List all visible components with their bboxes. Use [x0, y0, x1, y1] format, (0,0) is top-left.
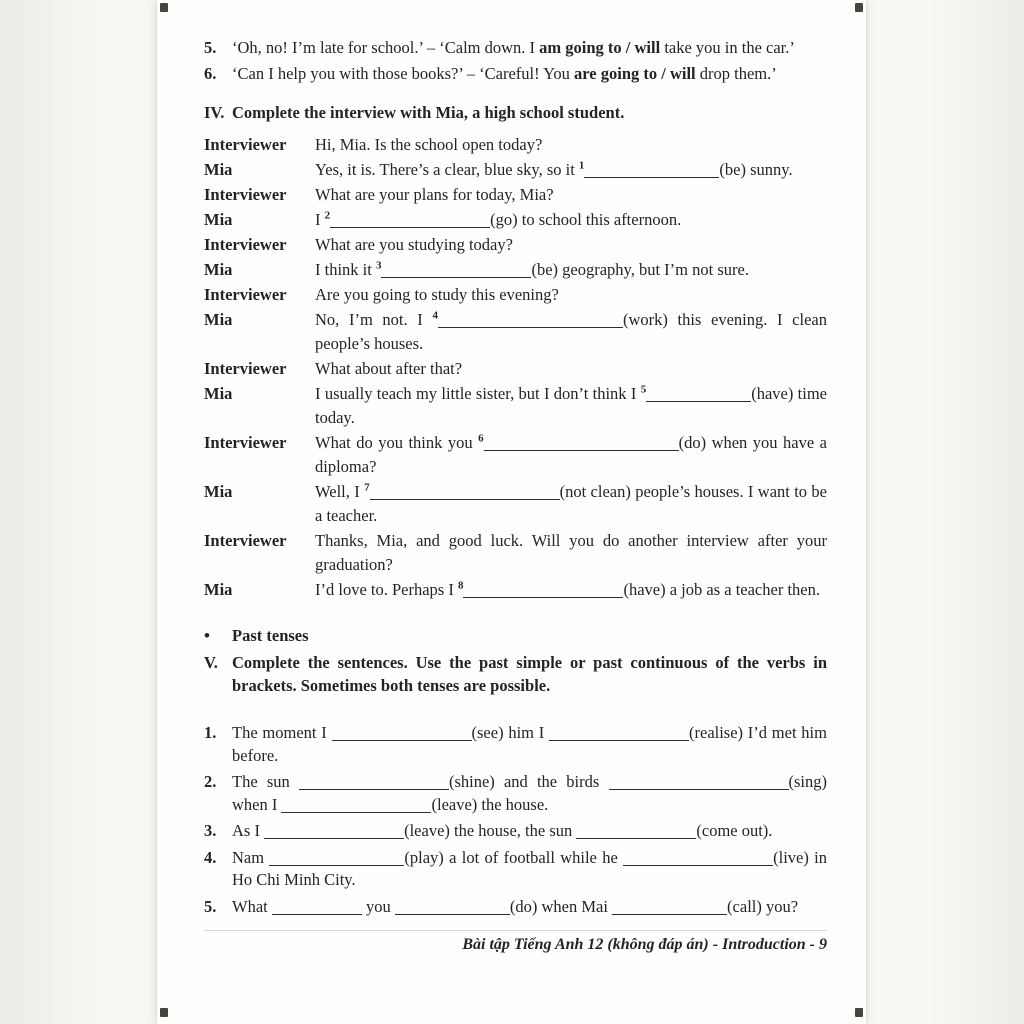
corner-mark: [855, 3, 863, 12]
item-number: 2.: [204, 772, 217, 791]
answer-blank: [370, 486, 560, 500]
text-run: The moment I: [232, 723, 332, 742]
dialogue-row: [204, 183, 827, 207]
answer-blank: [299, 776, 449, 790]
item-text: [232, 722, 827, 767]
text-run: I’d love to. Perhaps I: [315, 580, 458, 599]
item-text: [232, 36, 827, 59]
blank-number: 5: [640, 383, 647, 396]
blank-number: 8: [457, 579, 464, 592]
book-page: [157, 0, 866, 1024]
exercise-iii-items: [204, 36, 827, 85]
answer-blank: [269, 852, 404, 866]
answer-blank: [330, 214, 490, 228]
past-tenses-label: Past tenses: [232, 626, 309, 645]
text-run: (live) in Ho Chi Minh City.: [232, 847, 827, 889]
text-run: What are you studying today?: [315, 235, 513, 254]
item-text: [232, 820, 827, 843]
dialogue-text: [315, 431, 827, 479]
corner-mark: [855, 1008, 863, 1017]
speaker-label: Mia: [204, 260, 233, 279]
text-run: ‘Oh, no! I’m late for school.’ – ‘Calm down. I: [232, 38, 540, 57]
item-number: 4.: [204, 847, 217, 867]
answer-blank: [576, 825, 696, 839]
speaker-label: Mia: [204, 160, 233, 179]
dialogue-row: [204, 208, 827, 232]
dialogue-text: [315, 233, 827, 257]
speaker-label: Interviewer: [204, 433, 287, 452]
text-run: What about after that?: [315, 359, 463, 378]
dialogue-row: [204, 258, 827, 282]
interview-dialogue: [204, 133, 827, 602]
text-run: (sing) when I: [232, 772, 827, 814]
answer-blank: [584, 164, 719, 178]
exercise-item: [204, 722, 827, 767]
corner-mark: [160, 1008, 168, 1017]
exercise-v-heading: [204, 651, 827, 697]
dialogue-row: [204, 233, 827, 257]
text-run: (see) him I: [471, 723, 549, 742]
item-number: 5.: [204, 896, 217, 916]
blank-number: 6: [478, 432, 484, 445]
item-number: 6.: [204, 64, 217, 83]
answer-blank: [549, 727, 689, 741]
text-run: Well, I: [315, 482, 365, 501]
section-number: V.: [204, 653, 218, 672]
dialogue-text: [315, 578, 827, 602]
answer-blank: [264, 825, 404, 839]
blank-number: 4: [432, 309, 438, 322]
item-text: [232, 771, 827, 816]
speaker-label: Interviewer: [204, 235, 287, 254]
exercise-item: [204, 820, 827, 843]
dialogue-row: [204, 308, 827, 356]
page-content: [204, 36, 827, 954]
dialogue-row: [204, 578, 827, 602]
text-run: (do) when you have a diploma?: [315, 433, 827, 476]
dialogue-text: [315, 382, 827, 430]
text-run: (come out).: [696, 821, 773, 840]
text-run: (do) when Mai: [509, 896, 613, 916]
text-run: (go) to school this afternoon.: [490, 210, 682, 229]
corner-mark: [160, 3, 168, 12]
section-title: Complete the sentences. Use the past simple or past continuous of the verbs in brackets. Sometimes both tenses are possible.: [232, 653, 827, 695]
text-run: (be) geography, but I’m not sure.: [531, 260, 749, 279]
text-run: Thanks, Mia, and good luck. Will you do another interview after your graduation?: [315, 531, 827, 574]
text-run: am going to / will: [539, 38, 661, 57]
text-run: (call) you?: [727, 896, 799, 916]
text-run: (leave) the house.: [431, 794, 549, 814]
exercise-item: [204, 896, 827, 919]
item-number: 3.: [204, 821, 217, 840]
text-run: The sun: [232, 772, 299, 791]
answer-blank: [281, 799, 431, 813]
text-run: What are your plans for today, Mia?: [315, 185, 554, 204]
speaker-label: Mia: [204, 310, 233, 329]
dialogue-row: [204, 357, 827, 381]
dialogue-text: [315, 208, 827, 232]
item-number: 1.: [204, 723, 217, 742]
text-run: What do you think you: [315, 433, 479, 452]
speaker-label: Mia: [204, 384, 233, 403]
answer-blank: [332, 727, 472, 741]
speaker-label: Interviewer: [204, 531, 287, 550]
dialogue-row: [204, 431, 827, 479]
dialogue-row: [204, 158, 827, 182]
blank-number: 3: [375, 259, 382, 272]
text-run: (leave) the house, the sun: [404, 821, 577, 840]
text-run: (work) this evening. I clean people’s houses.: [315, 310, 827, 353]
answer-blank: [395, 901, 510, 915]
dialogue-text: [315, 158, 827, 182]
text-run: Yes, it is. There’s a clear, blue sky, so it: [315, 160, 579, 179]
page-footer: Bài tập Tiếng Anh 12 (không đáp án) - Introduction - 9: [204, 930, 827, 954]
answer-blank: [381, 264, 531, 278]
exercise-item: [204, 771, 827, 816]
exercise-item: [204, 36, 827, 59]
answer-blank: [612, 901, 727, 915]
dialogue-text: [315, 357, 827, 381]
speaker-label: Mia: [204, 210, 233, 229]
text-run: As I: [232, 821, 265, 840]
text-run: I usually teach my little sister, but I don’t think I: [315, 384, 641, 403]
speaker-label: Mia: [204, 482, 233, 501]
text-run: (play) a lot of football while he: [404, 847, 624, 867]
text-run: take you in the car.’: [660, 38, 795, 57]
exercise-iv-heading: [204, 101, 827, 124]
item-text: [232, 847, 827, 892]
blank-number: 7: [364, 481, 370, 494]
dialogue-text: [315, 308, 827, 356]
text-run: I: [315, 210, 325, 229]
text-run: Nam: [232, 847, 270, 867]
dialogue-row: [204, 133, 827, 157]
exercise-v-items: [204, 722, 827, 918]
text-run: I think it: [315, 260, 376, 279]
blank-number: 1: [578, 159, 585, 172]
text-run: you: [361, 896, 395, 916]
bullet-icon: •: [204, 626, 210, 645]
speaker-label: Interviewer: [204, 135, 287, 154]
dialogue-row: [204, 382, 827, 430]
answer-blank: [609, 776, 789, 790]
past-tenses-section-header: [204, 624, 827, 648]
dialogue-text: [315, 283, 827, 307]
answer-blank: [623, 852, 773, 866]
dialogue-row: [204, 283, 827, 307]
text-run: (not clean) people’s houses. I want to be a teacher.: [315, 482, 827, 525]
dialogue-text: [315, 258, 827, 282]
exercise-item: [204, 62, 827, 85]
speaker-label: Interviewer: [204, 185, 287, 204]
dialogue-text: [315, 133, 827, 157]
item-text: [232, 896, 827, 919]
text-run: drop them.’: [695, 64, 777, 83]
answer-blank: [438, 314, 623, 328]
text-run: (have) time today.: [315, 384, 827, 427]
text-run: Are you going to study this evening?: [315, 285, 559, 304]
speaker-label: Mia: [204, 580, 233, 599]
text-run: What: [232, 896, 272, 916]
speaker-label: Interviewer: [204, 285, 287, 304]
dialogue-text: [315, 183, 827, 207]
text-run: are going to / will: [574, 64, 696, 83]
item-number: 5.: [204, 38, 217, 57]
item-text: [232, 62, 827, 85]
text-run: (be) sunny.: [719, 160, 793, 179]
section-number: IV.: [204, 103, 225, 122]
text-run: ‘Can I help you with those books?’ – ‘Careful! You: [232, 64, 575, 83]
text-run: (shine) and the birds: [448, 772, 609, 791]
speaker-label: Interviewer: [204, 359, 287, 378]
exercise-item: [204, 847, 827, 892]
dialogue-text: [315, 529, 827, 577]
section-title: Complete the interview with Mia, a high school student.: [232, 103, 625, 122]
answer-blank: [463, 584, 623, 598]
text-run: Hi, Mia. Is the school open today?: [315, 135, 543, 154]
answer-blank: [646, 388, 751, 402]
answer-blank: [272, 901, 362, 915]
dialogue-row: [204, 480, 827, 528]
dialogue-row: [204, 529, 827, 577]
text-run: (have) a job as a teacher then.: [623, 580, 820, 599]
text-run: (realise) I’d met him before.: [232, 723, 827, 765]
answer-blank: [484, 437, 679, 451]
dialogue-text: [315, 480, 827, 528]
blank-number: 2: [324, 209, 331, 222]
text-run: No, I’m not. I: [315, 310, 433, 329]
